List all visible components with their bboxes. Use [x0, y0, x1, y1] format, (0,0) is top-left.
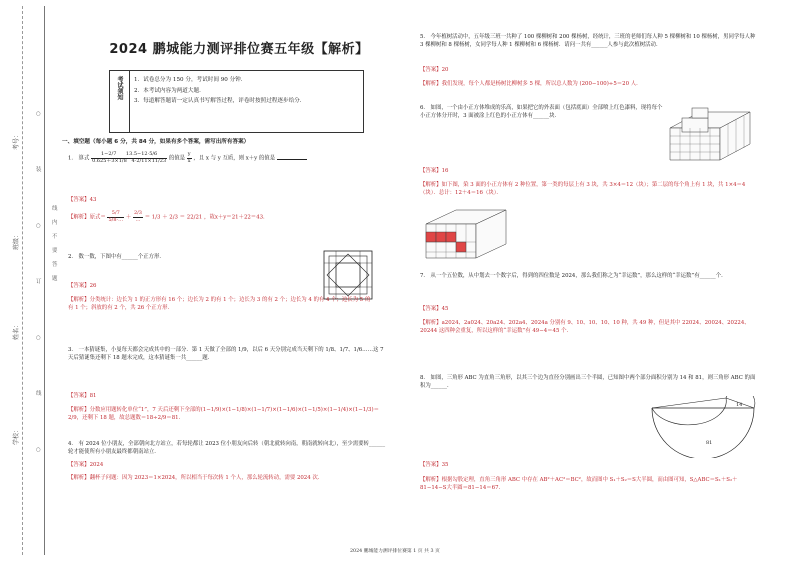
seal-mark: ○	[36, 447, 41, 453]
analysis-5: 【解析】我们发现，每个人都是杨树比柳树多 5 棵，所以总人数为 (200−100)÷5＝20 人．	[420, 81, 642, 87]
notice-heading-text: 考试须知	[116, 76, 123, 100]
lego-highlighted-figure	[420, 200, 520, 262]
analysis-3: 【解析】分数应用题转化单位“1”，7 天后还剩下全部的(1−1/9)×(1−1/8)×(1−1/7)×(1−1/6)×(1−1/5)×(1−1/4)×(1−1/3)＝2/9，还剩下 18 题，故总题数＝18÷2/9＝81．	[68, 407, 379, 422]
question-number: 1．	[68, 155, 77, 162]
seal-notice-char: 内	[52, 220, 58, 226]
analysis-2: 【解析】分类统计：边长为 1 的正方形有 16 个；边长为 2 的有 1 个；边长为 3 的有 2 个；边长为 4 的有 4 个；边长为 5 的有 1 个；斜放的有 2 个，共 26 个正方形．	[68, 297, 371, 312]
seal-notice-char: 不	[52, 234, 58, 240]
answer-7: 【答案】45	[420, 306, 449, 312]
notice-list	[134, 75, 362, 107]
question-text: ，且 x 与 y 互质，则 x＋y 的值是	[193, 155, 276, 162]
question-2	[68, 253, 328, 261]
question-7	[420, 272, 760, 280]
notice-item: 2．本考试内容为两道大题．	[134, 87, 205, 94]
page-title: 2024 鹏城能力测评排位赛五年级【解析】	[109, 42, 369, 57]
question-text: 一本猜谜集，小曼每天都会完成其中的一部分．第 1 天做了全部的 1/9，以后 6 天分别完成当天剩下的 1/8、1/7、1/6……这 7 天后猜谜集还剩下 18 题未完成，这本猜谜集一共______题．	[68, 347, 384, 362]
question-number: 3．	[68, 347, 77, 353]
question-text: 今年植树活动中，五年级三班一共种了 100 棵柳树和 200 棵杨树，经统计，三班的老师们每人种 5 棵柳树和 10 棵杨树，男同学每人种 3 棵柳树和 8 棵杨树，女同学每人种 1 棵柳树和 6 棵杨树．请问一共有______人参与此次植树活动．	[420, 34, 756, 49]
question-number: 8．	[420, 375, 429, 381]
analysis-text: 【解析】原式＝	[68, 214, 106, 221]
semicircles-figure	[648, 396, 758, 458]
analysis-1: 【解析】原式＝ $\frac{5/7}{5/8\cdot\dots}$ ＋ $\frac{2/3}{\dots}$ ＝ 1/3 ＋ 2/3 ＝ 22/21 ，故x＋y＝21＋22＝43．	[68, 210, 269, 223]
area-label-14: 14	[736, 402, 743, 408]
school-label: 学校：	[13, 426, 20, 445]
question-number: 6．	[420, 105, 429, 111]
question-8	[420, 374, 760, 391]
area-label-81: 81	[706, 440, 713, 446]
class-label: 班级：	[13, 231, 20, 250]
name-label: 姓名：	[13, 321, 20, 340]
question-3	[68, 346, 386, 363]
seal-notice-char: 题	[52, 276, 58, 282]
exam-number-label: 考号：	[13, 131, 20, 150]
expression-fraction: $\frac{1-2/7 13.5-12\cdot 5/6}{0.625+3\times 1/8 4\cdot 2/11\times 11/23}$	[92, 151, 167, 164]
question-6	[420, 104, 665, 121]
question-text: 如图，三角形 ABC 为直角三角形，以其三个边为直径分别画出三个半圆，已知图中两个部分面积分别为 14 和 81，则三角形 ABC 的面积为______．	[420, 375, 756, 390]
question-number: 2．	[68, 254, 77, 260]
page-footer: 2024 鹏城能力测评排位赛第 1 页 共 3 页	[350, 549, 440, 554]
section-1-title: 一、填空题（每小题 6 分，共 84 分，如果有多个答案，需写出所有答案）	[62, 139, 250, 145]
seal-notice-char: 线	[52, 206, 58, 212]
lego-cubes-figure	[660, 98, 760, 170]
question-5	[420, 33, 760, 50]
question-text: 如图，一个由小正方体堆成的乐高，如果把它的外表面（包括底面）全部喷上红色漆料，现将每个小正方体分开时，3 面被涂上红色的小正方体有______块．	[420, 105, 663, 120]
analysis-4: 【解析】翻杯子问题：因为 2023＝1×2024，所以相当于每次转 1 个人，那么轮流转动，需要 2024 次．	[68, 475, 324, 481]
binding-line	[44, 6, 45, 555]
question-text: 算式	[78, 155, 90, 162]
question-1	[68, 152, 368, 164]
analysis-6: 【解析】如下图，染 3 面的小正方体有 2 种位置，第一类的每层上有 3 块，共 3×4＝12（块）；第二层的每个角上有 1 块，共 1×4＝4（块）．总计：12＋4＝16（块）．	[420, 182, 746, 197]
seal-mark: ○	[36, 335, 41, 341]
analysis-text: ，故x＋y＝21＋22＝43．	[204, 214, 269, 221]
seal-mark: ○	[36, 111, 41, 117]
answer-5: 【答案】20	[420, 67, 449, 73]
question-text: 的值是	[168, 155, 186, 162]
seal-mark: 装	[36, 167, 42, 173]
notice-heading	[110, 71, 130, 132]
question-number: 7．	[420, 273, 429, 279]
seal-notice-char: 要	[52, 248, 58, 254]
question-text: 从一个五位数，从中划去一个数字后，得到的四位数是 2024，那么我们称之为“幸运数”，那么这样的“幸运数”有______个．	[430, 273, 727, 279]
question-text: 有 2024 位小朋友，全部朝向北方站立，若每轮都让 2023 位小朋友向后转（朝北就转向南，朝南就转向北），至少需要转______轮才能使所有小朋友最终都朝南站立．	[68, 441, 386, 456]
answer-4: 【答案】2024	[68, 462, 104, 468]
answer-6: 【答案】16	[420, 168, 449, 174]
question-number: 5．	[420, 34, 429, 40]
exam-notice-box	[109, 70, 364, 133]
binding-dash-line	[22, 6, 23, 555]
seal-notice-char: 答	[52, 262, 58, 268]
analysis-8: 【解析】根据勾股定理，直角三角形 ABC 中存在 AB²＋AC²＝BC²，故而图中 S₁＋S₂＝S大半圆，而由图可知，S△ABC＝S₁＋S₂＋81−14−S大半圆＝81−14＝67．	[420, 477, 738, 492]
analysis-7: 【解析】a2024、2a024、20a24、202a4、2024a 分别有 9、10、10、10、10 种，共 49 种，但是其中 22024、20024、20224、20244 这四种会重复，所以这样的“幸运数”有 49−4＝45 个．	[420, 320, 750, 335]
answer-blank	[277, 159, 307, 160]
answer-8: 【答案】35	[420, 462, 449, 468]
answer-1: 【答案】43	[68, 197, 97, 203]
question-text: 数一数，下图中有______个正方形．	[78, 254, 165, 260]
xy-fraction: $\frac{y}{x}$	[187, 151, 191, 164]
notice-item: 1．试卷总分为 150 分，考试时间 90 分钟．	[134, 77, 247, 83]
answer-3: 【答案】81	[68, 393, 97, 399]
seal-mark: 线	[36, 391, 42, 397]
notice-item: 3．每道解答题请一定认真书写解答过程，评卷时按照过程逐步给分．	[134, 98, 306, 104]
analysis-fraction: $\frac{5/7}{5/8\cdot\dots}$	[108, 210, 124, 223]
question-4	[68, 440, 386, 457]
analysis-fraction: $\frac{2/3}{\dots}$	[133, 210, 142, 223]
seal-mark: 订	[36, 279, 42, 285]
seal-mark: ○	[36, 223, 41, 229]
question-number: 4．	[68, 441, 77, 447]
answer-2: 【答案】26	[68, 283, 97, 289]
squares-figure	[323, 250, 373, 300]
